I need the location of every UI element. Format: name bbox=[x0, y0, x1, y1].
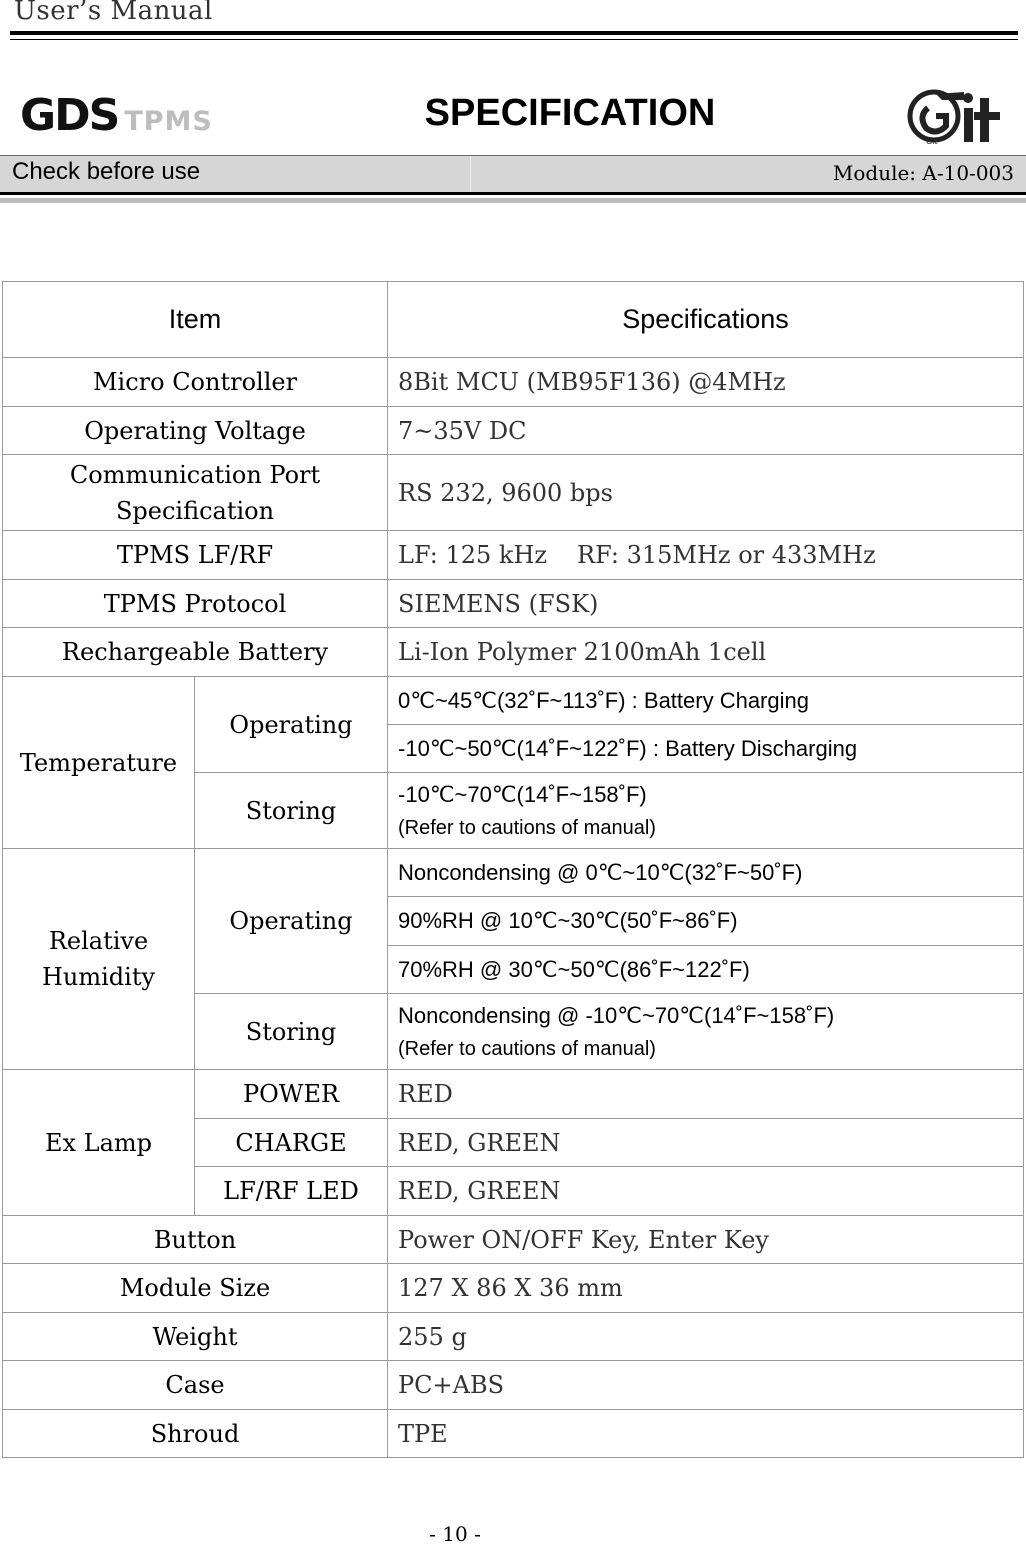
table-row bbox=[3, 531, 1024, 580]
table-row bbox=[3, 1361, 1024, 1410]
row-label bbox=[3, 455, 388, 531]
header-rule bbox=[10, 31, 1018, 35]
row-sublabel: CHARGE bbox=[195, 1119, 388, 1167]
row-value: 8Bit MCU (MB95F136) @4MHz bbox=[388, 358, 1024, 407]
table-row bbox=[3, 1264, 1024, 1313]
row-label-line: Communication Port bbox=[69, 460, 321, 489]
row-label: Ex Lamp bbox=[3, 1070, 195, 1216]
row-value: Li-Ion Polymer 2100mAh 1cell bbox=[388, 628, 1024, 677]
module-bar bbox=[0, 155, 1026, 192]
specification-table bbox=[2, 281, 1024, 1458]
header-rule-thin bbox=[10, 39, 1018, 40]
tpms-logo-text: TPMS bbox=[124, 105, 213, 137]
row-label: Shroud bbox=[3, 1410, 388, 1458]
check-before-use: Check before use bbox=[12, 158, 201, 185]
git-logo-lettering: Git bbox=[926, 137, 938, 146]
row-value: RED bbox=[388, 1070, 1024, 1119]
row-sublabel: POWER bbox=[195, 1070, 388, 1119]
page-title: SPECIFICATION bbox=[424, 92, 716, 134]
row-value bbox=[388, 773, 1024, 849]
module-code: Module: A-10-003 bbox=[832, 161, 1014, 185]
row-value: -10℃~50℃(14˚F~122˚F) : Battery Discharging bbox=[388, 725, 1024, 773]
row-label bbox=[3, 849, 195, 1070]
table-row bbox=[3, 677, 1024, 725]
manual-title: User’s Manual bbox=[14, 0, 213, 26]
value-note: (Refer to cautions of manual) bbox=[398, 1038, 656, 1061]
table-row bbox=[3, 628, 1024, 677]
table-row bbox=[3, 849, 1024, 897]
gds-logo-text: GDS bbox=[20, 90, 119, 141]
page-number: - 10 - bbox=[429, 1522, 481, 1546]
rf-value: RF: 315MHz or 433MHz bbox=[577, 541, 876, 569]
row-value: 255 g bbox=[388, 1313, 1024, 1361]
row-label: Rechargeable Battery bbox=[3, 628, 388, 677]
bar-rule bbox=[0, 192, 1026, 195]
row-value: RED, GREEN bbox=[388, 1167, 1024, 1216]
table-row bbox=[3, 358, 1024, 407]
row-label: Weight bbox=[3, 1313, 388, 1361]
row-value: RS 232, 9600 bps bbox=[388, 455, 1024, 531]
row-label: Case bbox=[3, 1361, 388, 1410]
row-value: 127 X 86 X 36 mm bbox=[388, 1264, 1024, 1313]
bar-divider bbox=[470, 156, 471, 192]
row-sublabel: Storing bbox=[195, 994, 388, 1070]
row-value: TPE bbox=[388, 1410, 1024, 1458]
value-line: -10℃~70℃(14˚F~158˚F) bbox=[398, 781, 647, 807]
table-row bbox=[3, 455, 1024, 531]
table-row bbox=[3, 1070, 1024, 1119]
row-value: Noncondensing @ 0℃~10℃(32˚F~50˚F) bbox=[388, 849, 1024, 897]
value-note: (Refer to cautions of manual) bbox=[398, 817, 656, 840]
row-value: 0℃~45℃(32˚F~113˚F) : Battery Charging bbox=[388, 677, 1024, 725]
row-label: Module Size bbox=[3, 1264, 388, 1313]
table-header-row bbox=[3, 282, 1024, 358]
col-spec-header: Specifications bbox=[388, 282, 1024, 358]
row-sublabel: Operating bbox=[195, 677, 388, 773]
row-sublabel: Operating bbox=[195, 849, 388, 994]
row-value: 70%RH @ 30℃~50℃(86˚F~122˚F) bbox=[388, 946, 1024, 994]
row-label-line: Specification bbox=[115, 496, 275, 525]
row-label: TPMS LF/RF bbox=[3, 531, 388, 580]
value-line: Noncondensing @ -10℃~70℃(14˚F~158˚F) bbox=[398, 1002, 835, 1028]
table-row bbox=[3, 1313, 1024, 1361]
row-label-line: Humidity bbox=[41, 963, 156, 991]
table-row bbox=[3, 407, 1024, 455]
row-value: SIEMENS (FSK) bbox=[388, 580, 1024, 628]
git-logo bbox=[906, 86, 1008, 148]
row-value: RED, GREEN bbox=[388, 1119, 1024, 1167]
table-row bbox=[3, 580, 1024, 628]
lf-value: LF: 125 kHz bbox=[398, 541, 548, 569]
row-value: Power ON/OFF Key, Enter Key bbox=[388, 1216, 1024, 1264]
row-label-line: Relative bbox=[48, 927, 149, 955]
col-item-header: Item bbox=[3, 282, 388, 358]
gds-tpms-logo bbox=[20, 92, 213, 140]
row-label: Micro Controller bbox=[3, 358, 388, 407]
bar-shadow bbox=[0, 198, 1026, 203]
table-row bbox=[3, 1216, 1024, 1264]
row-sublabel: LF/RF LED bbox=[195, 1167, 388, 1216]
row-value: 7~35V DC bbox=[388, 407, 1024, 455]
row-label: Button bbox=[3, 1216, 388, 1264]
row-label: Temperature bbox=[3, 677, 195, 849]
row-label: TPMS Protocol bbox=[3, 580, 388, 628]
row-value: PC+ABS bbox=[388, 1361, 1024, 1410]
table-row bbox=[3, 1410, 1024, 1458]
row-value bbox=[388, 994, 1024, 1070]
row-value: 90%RH @ 10℃~30℃(50˚F~86˚F) bbox=[388, 897, 1024, 946]
row-label: Operating Voltage bbox=[3, 407, 388, 455]
row-sublabel: Storing bbox=[195, 773, 388, 849]
row-value bbox=[388, 531, 1024, 580]
